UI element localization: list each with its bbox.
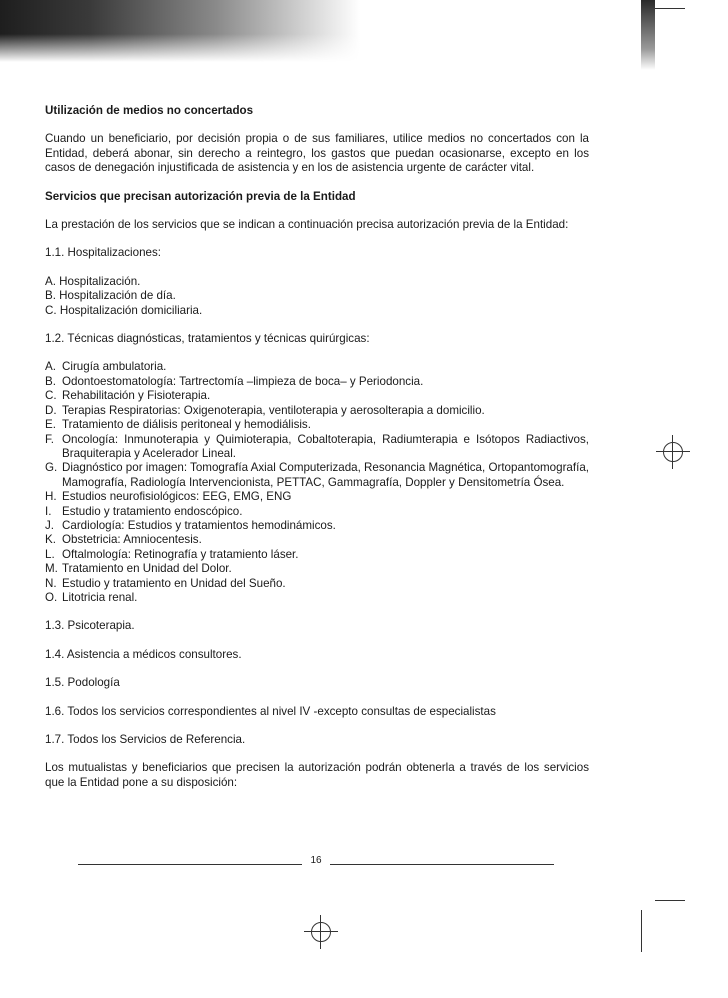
list-item-key: B. <box>45 374 56 388</box>
subsection-title: 1.5. Podología <box>45 676 120 690</box>
list-item-key: J. <box>45 518 55 532</box>
list-item: B. Hospitalización de día. <box>45 289 176 303</box>
list-item-key: K. <box>45 533 56 547</box>
crop-mark-bottom-horizontal <box>655 900 685 901</box>
list-item <box>45 505 589 519</box>
list-item-key: D. <box>45 403 57 417</box>
footer-rule-right <box>330 864 554 865</box>
list-item <box>45 418 589 432</box>
list-item <box>45 533 589 547</box>
list-item-text: Terapias Respiratorias: Oxigenoterapia, ventiloterapia y aerosolterapia a domicilio. <box>62 403 485 417</box>
list-item-key: F. <box>45 432 55 446</box>
list-item-text: Odontoestomatología: Tartrectomía –limpieza de boca– y Periodoncia. <box>62 374 424 388</box>
list-item <box>45 577 589 591</box>
list-item-text: Rehabilitación y Fisioterapia. <box>62 389 211 403</box>
list-item-key: E. <box>45 418 56 432</box>
list-item: A. Hospitalización. <box>45 274 141 288</box>
subsection-title: 1.4. Asistencia a médicos consultores. <box>45 647 242 661</box>
list-item-text: Obstetricia: Amniocentesis. <box>62 533 202 547</box>
list-item <box>45 433 589 462</box>
list-item-key: N. <box>45 576 57 590</box>
subsection-title: 1.6. Todos los servicios correspondientes al nivel IV -excepto consultas de especialistas <box>45 704 496 718</box>
list-item-text: Tratamiento de diálisis peritoneal y hemodiálisis. <box>62 418 311 432</box>
list-item <box>45 562 589 576</box>
subsection-title: 1.7. Todos los Servicios de Referencia. <box>45 733 246 746</box>
list-item-text: Diagnóstico por imagen: Tomografía Axial Computerizada, Resonancia Magnética, Ortopantomografía, Mamografía, Radiología Intervencionista, PETTAC, Gammagrafía, Doppler y Densitometría Ósea. <box>62 461 589 489</box>
paragraph: Cuando un beneficiario, por decisión propia o de sus familiares, utilice medios no concertados con la Entidad, deberá abonar, sin derecho a reintegro, los gastos que puedan ocasionarse, excepto en los casos de denegación injustificada de asistencia y en los de asistencia urgente de carácter vital. <box>45 132 589 175</box>
list-item-key: G. <box>45 461 58 475</box>
subsection-title: 1.2. Técnicas diagnósticas, tratamientos y técnicas quirúrgicas: <box>45 332 370 346</box>
list-item <box>45 591 589 605</box>
techniques-list <box>45 360 589 605</box>
list-item-key: I. <box>45 504 52 518</box>
list-item-text: Oftalmología: Retinografía y tratamiento láser. <box>62 547 299 561</box>
registration-mark-icon <box>656 435 690 469</box>
list-item-text: Cardiología: Estudios y tratamientos hemodinámicos. <box>62 518 336 532</box>
list-item <box>45 519 589 533</box>
list-item-text: Litotricia renal. <box>62 590 138 604</box>
paragraph: Los mutualistas y beneficiarios que precisen la autorización podrán obtenerla a través de los servicios que la Entidad pone a su disposición: <box>45 761 589 789</box>
list-item-key: C. <box>45 389 57 403</box>
list-item <box>45 404 589 418</box>
list-item-key: H. <box>45 490 57 504</box>
list-item-key: M. <box>45 562 58 576</box>
list-item-key: L. <box>45 547 55 561</box>
section-heading: Servicios que precisan autorización previa de la Entidad <box>45 189 356 203</box>
list-item <box>45 375 589 389</box>
crop-mark-bottom-vertical <box>641 910 642 952</box>
crop-mark-top-bar <box>641 0 655 70</box>
list-item <box>45 360 589 374</box>
list-item <box>45 461 589 490</box>
list-item <box>45 548 589 562</box>
list-item-text: Estudios neurofisiológicos: EEG, EMG, ENG <box>62 490 292 504</box>
list-item-key: O. <box>45 590 58 604</box>
list-item-key: A. <box>45 360 56 374</box>
page-number: 16 <box>310 855 322 866</box>
list-item <box>45 389 589 403</box>
crop-mark-top-line <box>655 8 685 9</box>
list-item <box>45 490 589 504</box>
list-item-text: Oncología: Inmunoterapia y Quimioterapia, Cobaltoterapia, Radiumterapia e Isótopos Radiactivos, Braquiterapia y Acelerador Lineal. <box>62 432 589 460</box>
list-item-text: Tratamiento en Unidad del Dolor. <box>62 562 232 576</box>
section-heading: Utilización de medios no concertados <box>45 104 254 117</box>
footer-rule-left <box>78 864 302 865</box>
list-item-text: Estudio y tratamiento endoscópico. <box>62 504 243 518</box>
header-gradient-band <box>0 0 360 62</box>
list-item: C. Hospitalización domiciliaria. <box>45 303 203 317</box>
subsection-title: 1.3. Psicoterapia. <box>45 619 135 633</box>
registration-mark-icon <box>304 915 338 949</box>
hospitalization-list <box>45 275 589 318</box>
page-content <box>45 104 589 804</box>
list-item-text: Estudio y tratamiento en Unidad del Sueño. <box>62 576 286 590</box>
subsection-title: 1.1. Hospitalizaciones: <box>45 246 161 260</box>
list-item-text: Cirugía ambulatoria. <box>62 360 167 374</box>
paragraph: La prestación de los servicios que se indican a continuación precisa autorización previa de la Entidad: <box>45 218 569 232</box>
page-footer <box>78 855 554 871</box>
